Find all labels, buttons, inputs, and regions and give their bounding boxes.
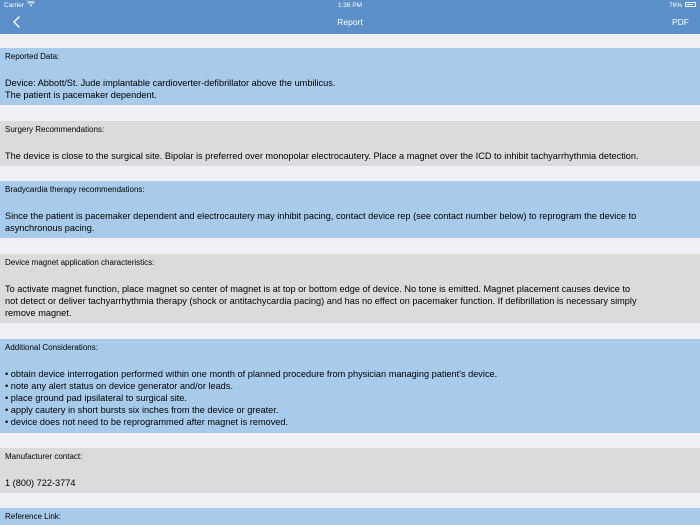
section-header: Device magnet application characteristics: [0,254,700,271]
body-line: • device does not need to be reprogrammed after magnet is removed. [5,417,289,427]
navigation-bar [0,11,700,34]
section-header: Manufacturer contact: [0,448,700,465]
battery-percent: 76% [668,2,682,9]
section-body [0,65,700,105]
section-header: Reference Link: [0,508,700,525]
section-header: Bradycardia therapy recommendations: [0,181,700,198]
battery-level [687,4,693,5]
status-bar [0,0,700,11]
page-title: Report [337,17,363,27]
body-line: asynchronous pacing. [5,223,95,233]
manufacturer-phone[interactable]: 1 (800) 722-3774 [5,478,76,488]
section-body [0,271,700,323]
battery-icon [685,2,696,7]
section-body [0,138,700,166]
status-time: 1:36 PM [337,2,363,9]
body-line: Device: Abbott/St. Jude implantable cardioverter-defibrillator above the umbilicus. [5,78,336,88]
carrier-label: Carrier [4,2,24,9]
section-body [0,465,700,493]
pdf-button[interactable]: PDF [672,17,689,27]
section-body [0,356,700,433]
body-line: Since the patient is pacemaker dependent and electrocautery may inhibit pacing, contact device rep (see contact number below) to reprogram the device to [5,211,637,221]
body-line: • apply cautery in short bursts six inches from the device or greater. [5,405,279,415]
body-line: • note any alert status on device generator and/or leads. [5,381,233,391]
section-header: Additional Considerations: [0,339,700,356]
section-body [0,198,700,238]
body-line: remove magnet. [5,308,72,318]
body-line: The device is close to the surgical site. Bipolar is preferred over monopolar electrocautery. Place a magnet over the ICD to inhibit tachyarrhythmia detection. [5,151,639,161]
body-line: To activate magnet function, place magnet so center of magnet is at top or bottom edge of device. No tone is emitted. Magnet placement causes device to [5,284,631,294]
section-header: Reported Data: [0,48,700,65]
body-line: • place ground pad ipsilateral to surgical site. [5,393,187,403]
body-line: The patient is pacemaker dependent. [5,90,157,100]
body-line: • obtain device interrogation performed within one month of planned procedure from physician managing patient's device. [5,369,498,379]
body-line: not detect or deliver tachyarrhythmia therapy (shock or antitachycardia pacing) and has no effect on pacemaker function. If defibrillation is necessary simply [5,296,637,306]
top-bar [0,0,700,34]
section-header: Surgery Recommendations: [0,121,700,138]
